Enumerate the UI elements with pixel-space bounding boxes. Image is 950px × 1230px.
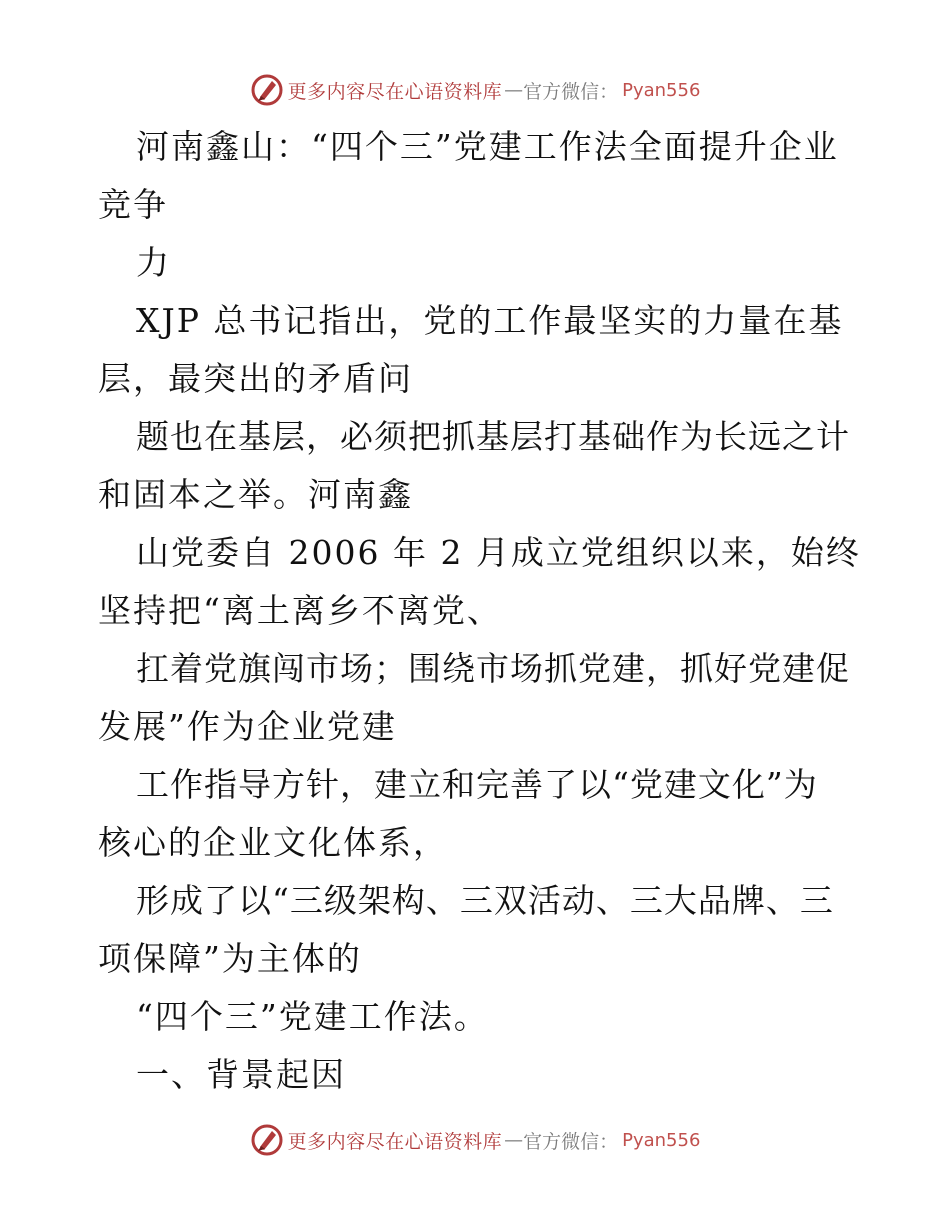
pen-logo-icon: [250, 73, 284, 107]
watermark-label: 官方微信：: [523, 80, 619, 103]
watermark-separator: —: [504, 1129, 524, 1151]
doc-paragraph-line: 和固本之举。河南鑫: [98, 475, 413, 514]
doc-paragraph-line: 工作指导方针，建立和完善了以“党建文化”为: [136, 765, 818, 804]
watermark-header: [0, 70, 950, 110]
section-heading: 一、背景起因: [136, 1055, 346, 1094]
doc-paragraph-line: “四个三”党建工作法。: [136, 997, 489, 1036]
document-body: [98, 118, 861, 1104]
doc-paragraph-line: 山党委自 2006 年 2 月成立党组织以来，始终: [136, 533, 861, 572]
watermark-id: Pyan556: [622, 1129, 701, 1151]
doc-paragraph-line: 核心的企业文化体系，: [98, 823, 448, 862]
watermark-footer: [0, 1120, 950, 1160]
doc-paragraph-line: 层，最突出的矛盾问: [98, 359, 413, 398]
doc-title-line-2: 竞争: [98, 185, 168, 224]
doc-paragraph-line: 形成了以“三级架构、三双活动、三大品牌、三: [136, 881, 834, 920]
watermark-brand: 更多内容尽在心语资料库: [287, 1130, 503, 1153]
doc-paragraph-line: 坚持把“离土离乡不离党、: [98, 591, 502, 630]
doc-paragraph-line: XJP 总书记指出，党的工作最坚实的力量在基: [136, 301, 844, 340]
watermark-id: Pyan556: [622, 79, 701, 101]
doc-paragraph-line: 扛着党旗闯市场；围绕市场抓党建，抓好党建促: [136, 649, 850, 688]
doc-title-line-3: 力: [136, 243, 171, 282]
doc-paragraph-line: 发展”作为企业党建: [98, 707, 397, 746]
doc-paragraph-line: 题也在基层，必须把抓基层打基础作为长远之计: [136, 417, 850, 456]
watermark-label: 官方微信：: [523, 1130, 619, 1153]
watermark-brand: 更多内容尽在心语资料库: [287, 80, 503, 103]
watermark-separator: —: [504, 79, 524, 101]
doc-paragraph-line: 项保障”为主体的: [98, 939, 362, 978]
doc-title-line-1: 河南鑫山：“四个三”党建工作法全面提升企业: [136, 127, 839, 166]
pen-logo-icon: [250, 1123, 284, 1157]
